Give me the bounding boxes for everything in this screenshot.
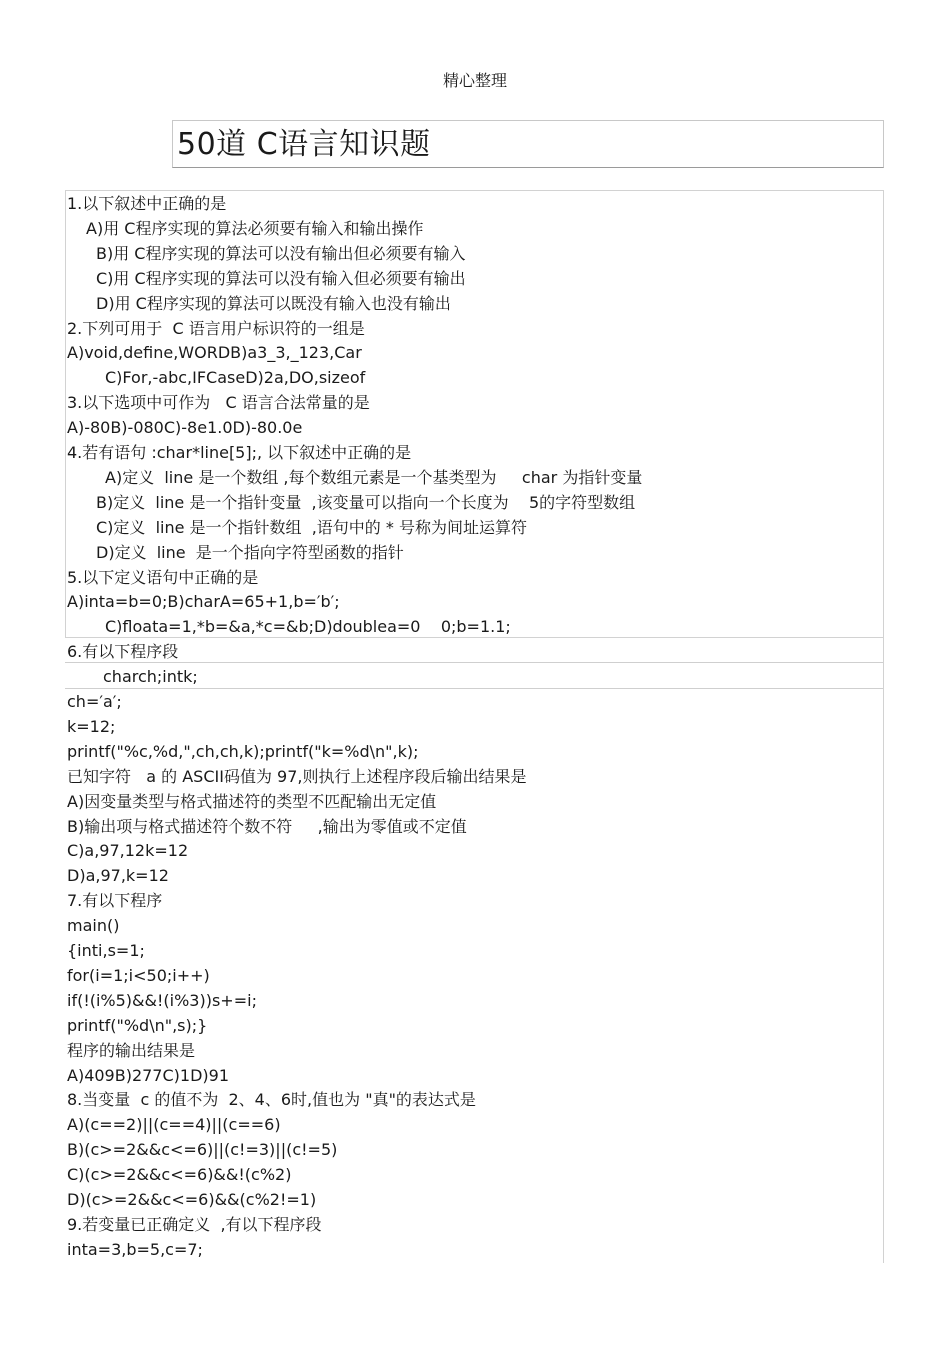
page-header: 精心整理: [442, 71, 507, 90]
text-line: printf("%c,%d,",ch,ch,k);printf("k=%d\n",k);: [67, 742, 419, 761]
text-line: C)定义 line 是一个指针数组 ,语句中的 * 号称为间址运算符: [96, 518, 527, 537]
text-line: C)For,-abc,IFCaseD)2a,DO,sizeof: [105, 368, 366, 387]
text-line: 已知字符 a 的 ASCII码值为 97,则执行上述程序段后输出结果是: [67, 767, 527, 786]
text-line: for(i=1;i<50;i++): [67, 966, 210, 985]
text-line: B)用 C程序实现的算法可以没有输出但必须要有输入: [96, 244, 466, 263]
text-line: B)输出项与格式描述符个数不符 ,输出为零值或不定值: [67, 817, 467, 836]
text-line: 程序的输出结果是: [67, 1041, 196, 1060]
text-line: 3.以下选项中可作为 C 语言合法常量的是: [67, 393, 370, 412]
title-box: [172, 120, 884, 168]
text-line: if(!(i%5)&&!(i%3))s+=i;: [67, 991, 257, 1010]
document-title: 50道 C语言知识题: [177, 127, 431, 162]
text-line: D)用 C程序实现的算法可以既没有输入也没有输出: [96, 294, 451, 313]
text-line: main(): [67, 916, 120, 935]
text-line: B)(c>=2&&c<=6)||(c!=3)||(c!=5): [67, 1140, 338, 1159]
text-line: A)inta=b=0;B)charA=65+1,b=′b′;: [67, 592, 340, 611]
text-line: A)-80B)-080C)-8e1.0D)-80.0e: [67, 418, 303, 437]
text-line: B)定义 line 是一个指针变量 ,该变量可以指向一个长度为 5的字符型数组: [96, 493, 636, 512]
frame-right-edge: [883, 638, 884, 1263]
text-line: A)void,define,WORDB)a3_3,_123,Car: [67, 343, 362, 362]
text-line: 7.有以下程序: [67, 891, 163, 910]
text-line: A)用 C程序实现的算法必须要有输入和输出操作: [86, 219, 424, 238]
text-line: k=12;: [67, 717, 116, 736]
text-line: C)a,97,12k=12: [67, 841, 189, 860]
text-line: A)因变量类型与格式描述符的类型不匹配输出无定值: [67, 792, 437, 811]
text-line: 4.若有语句 :char*line[5];, 以下叙述中正确的是: [67, 443, 412, 462]
text-line: printf("%d\n",s);}: [67, 1016, 208, 1035]
text-line: C)floata=1,*b=&a,*c=&b;D)doublea=0 0;b=1.1;: [105, 617, 511, 636]
frame-divider: [65, 688, 884, 689]
text-line: charch;intk;: [103, 667, 198, 686]
text-line: ch=′a′;: [67, 692, 122, 711]
text-line: C)用 C程序实现的算法可以没有输入但必须要有输出: [96, 269, 466, 288]
text-line: 2.下列可用于 C 语言用户标识符的一组是: [67, 319, 365, 338]
text-line: 5.以下定义语句中正确的是: [67, 568, 259, 587]
text-line: A)(c==2)||(c==4)||(c==6): [67, 1115, 281, 1134]
text-line: C)(c>=2&&c<=6)&&!(c%2): [67, 1165, 292, 1184]
frame-left-tick: [65, 468, 66, 488]
text-line: D)定义 line 是一个指向字符型函数的指针: [96, 543, 404, 562]
text-line: 6.有以下程序段: [67, 642, 179, 661]
frame-left-tick: [65, 218, 66, 238]
text-line: 8.当变量 c 的值不为 2、4、6时,值也为 "真"的表达式是: [67, 1090, 476, 1109]
text-line: A)409B)277C)1D)91: [67, 1066, 229, 1085]
text-line: {inti,s=1;: [67, 941, 145, 960]
text-line: D)a,97,k=12: [67, 866, 169, 885]
text-line: D)(c>=2&&c<=6)&&(c%2!=1): [67, 1190, 317, 1209]
text-line: 9.若变量已正确定义 ,有以下程序段: [67, 1215, 322, 1234]
frame-divider: [65, 662, 884, 663]
text-line: 1.以下叙述中正确的是: [67, 194, 227, 213]
text-line: A)定义 line 是一个数组 ,每个数组元素是一个基类型为 char 为指针变量: [105, 468, 643, 487]
text-line: inta=3,b=5,c=7;: [67, 1240, 203, 1259]
